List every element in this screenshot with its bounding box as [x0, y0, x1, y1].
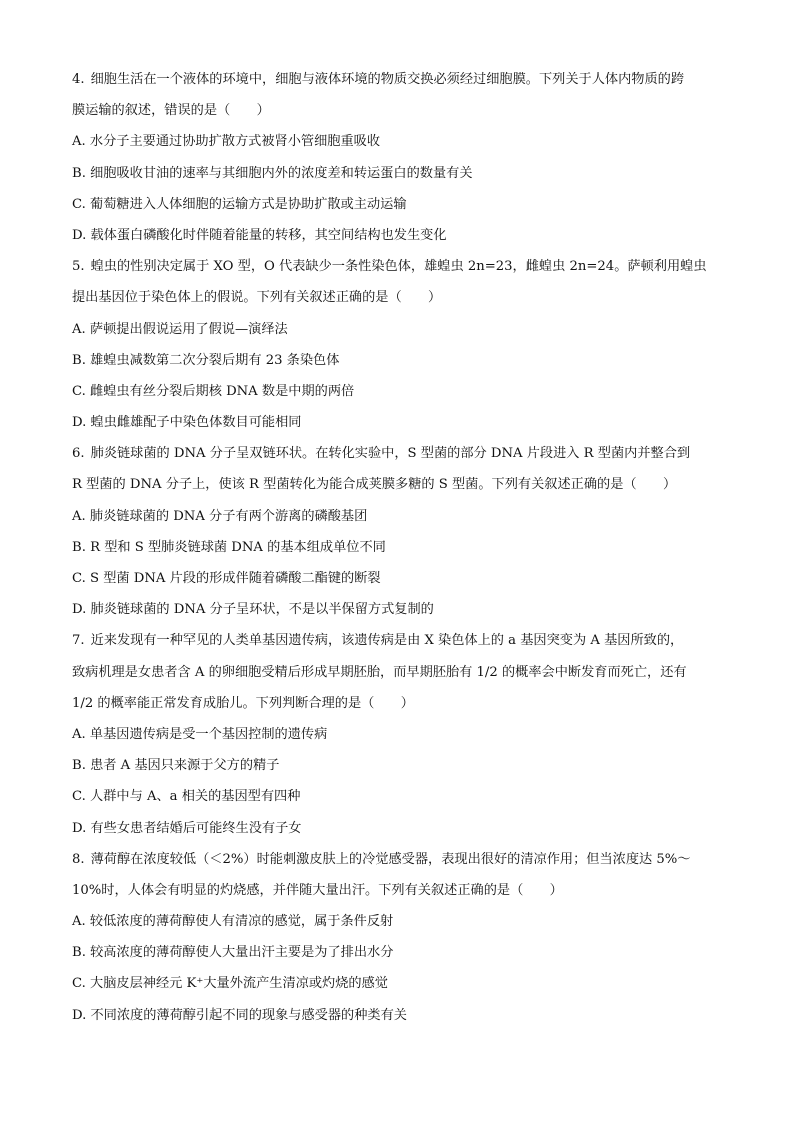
- option-a: A. 萨顿提出假说运用了假说—演绎法: [72, 321, 288, 337]
- option-b: B. R 型和 S 型肺炎链球菌 DNA 的基本组成单位不同: [72, 539, 386, 555]
- question-number: 8.: [72, 851, 85, 867]
- question-stem-line: 提出基因位于染色体上的假说。下列有关叙述正确的是（ ）: [72, 290, 442, 306]
- question-stem-line: R 型菌的 DNA 分子上，使该 R 型菌转化为能合成荚膜多糖的 S 型菌。下列有关叙述正确的是（ ）: [72, 477, 677, 493]
- question-stem-line: 7. 近来发现有一种罕见的人类单基因遗传病，该遗传病是由 X 染色体上的 a 基因突变为 A 基因所致的，: [72, 633, 684, 649]
- option-b: B. 患者 A 基因只来源于父方的精子: [72, 758, 280, 774]
- option-b: B. 细胞吸收甘油的速率与其细胞内外的浓度差和转运蛋白的数量有关: [72, 165, 473, 181]
- question-6: [72, 438, 732, 625]
- question-stem-line: 1/2 的概率能正常发育成胎儿。下列判断合理的是（ ）: [72, 695, 414, 711]
- question-4: [72, 64, 732, 251]
- question-stem-line: 6. 肺炎链球菌的 DNA 分子呈双链环状。在转化实验中，S 型菌的部分 DNA 片段进入 R 型菌内并整合到: [72, 446, 691, 462]
- question-number: 6.: [72, 446, 85, 462]
- question-number: 4.: [72, 72, 85, 87]
- question-5: [72, 251, 732, 438]
- question-7: [72, 625, 732, 843]
- option-d: D. 肺炎链球菌的 DNA 分子呈环状，不是以半保留方式复制的: [72, 602, 434, 618]
- question-number: 7.: [72, 633, 85, 649]
- option-c: C. 葡萄糖进入人体细胞的运输方式是协助扩散或主动运输: [72, 196, 407, 212]
- question-8: [72, 844, 732, 1031]
- question-stem-line: 10%时，人体会有明显的灼烧感，并伴随大量出汗。下列有关叙述正确的是（ ）: [72, 882, 563, 898]
- option-d: D. 蝗虫雌雄配子中染色体数目可能相同: [72, 415, 302, 431]
- option-a: A. 单基因遗传病是受一个基因控制的遗传病: [72, 726, 328, 742]
- option-d: D. 载体蛋白磷酸化时伴随着能量的转移，其空间结构也发生变化: [72, 227, 447, 243]
- option-d: D. 不同浓度的薄荷醇引起不同的现象与感受器的种类有关: [72, 1007, 407, 1023]
- option-c: C. 大脑皮层神经元 K⁺大量外流产生清凉或灼烧的感觉: [72, 976, 388, 992]
- question-stem-line: 5. 蝗虫的性别决定属于 XO 型，O 代表缺少一条性染色体，雄蝗虫 2n=23，雌蝗虫 2n=24。萨顿利用蝗虫: [72, 259, 707, 275]
- question-stem-line: 致病机理是女患者含 A 的卵细胞受精后形成早期胚胎，而早期胚胎有 1/2 的概率会中断发育而死亡，还有: [72, 664, 687, 680]
- option-c: C. S 型菌 DNA 片段的形成伴随着磷酸二酯键的断裂: [72, 571, 381, 586]
- question-number: 5.: [72, 259, 85, 275]
- exam-page: [72, 64, 732, 1031]
- question-stem-line: 膜运输的叙述，错误的是（ ）: [72, 103, 270, 119]
- option-a: A. 水分子主要通过协助扩散方式被肾小管细胞重吸收: [72, 134, 381, 150]
- option-a: A. 肺炎链球菌的 DNA 分子有两个游离的磷酸基团: [72, 508, 368, 524]
- option-c: C. 人群中与 A、a 相关的基因型有四种: [72, 789, 301, 805]
- question-stem-line: 8. 薄荷醇在浓度较低（＜2%）时能刺激皮肤上的冷觉感受器，表现出很好的清凉作用；但当浓度达 5%～: [72, 851, 691, 867]
- option-d: D. 有些女患者结婚后可能终生没有子女: [72, 820, 302, 836]
- question-stem-line: 4. 细胞生活在一个液体的环境中，细胞与液体环境的物质交换必须经过细胞膜。下列关于人体内物质的跨: [72, 72, 685, 87]
- option-a: A. 较低浓度的薄荷醇使人有清凉的感觉，属于条件反射: [72, 914, 394, 930]
- option-c: C. 雌蝗虫有丝分裂后期核 DNA 数是中期的两倍: [72, 383, 355, 399]
- option-b: B. 雄蝗虫减数第二次分裂后期有 23 条染色体: [72, 352, 340, 368]
- option-b: B. 较高浓度的薄荷醇使人大量出汗主要是为了排出水分: [72, 945, 394, 961]
